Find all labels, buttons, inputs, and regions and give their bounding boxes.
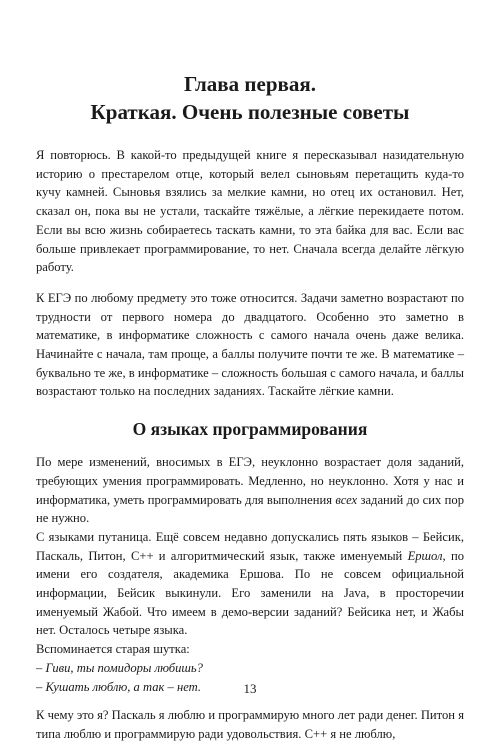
paragraph-stones-story: Я повторюсь. В какой-то предыдущей книге я пересказывал назидательную историю о престарелом отце, который велел сыновьям перетащить куда-то кучу камней. Сыновья взялись за мелкие камни, но отец их остановил. Нет, сказал он, пока вы не устали, таскайте тяжёлые, а лёгкие перекидаете потом. Если вы всю жизнь собираетесь таскать камни, то эта байка для вас. Если вас больше привлекает программирование, то нет. Сначала всегда делайте лёгкую работу. xyxy=(36,148,464,275)
paragraph-programming-share-part2: заданий до сих пор не нужно. xyxy=(36,492,464,526)
joke-line1: – Гиви, ты помидоры любишь? xyxy=(36,660,203,675)
paragraph-languages-part2: , по имени его создателя, академика Ершова. По не совсем официальной информации, Бейсик выкинули. Его заменили на Java, в просторечии именуемый Жабой. Что имеем в демо-версии заданий? Бейсика нет, и Жабы нет. Осталось четыре языка. xyxy=(36,548,464,638)
paragraph-language-preferences: К чему это я? Паскаль я люблю и программирую много лет ради денег. Питон я типа люблю и программирую ради удовольствия. С++ я не люблю, xyxy=(36,708,464,741)
chapter-title-line1: Глава первая. xyxy=(184,72,316,96)
joke-line2: – Кушать люблю, а так – нет. xyxy=(36,679,202,694)
paragraph-languages xyxy=(36,528,464,640)
paragraph-programming-share xyxy=(36,453,464,528)
paragraph-exam-difficulty: К ЕГЭ по любому предмету это тоже относится. Задачи заметно возрастают по трудности от первого номера до двадцатого. Особенно это заметно в математике, в информатике сложность с самого начала очень даже велика. Начинайте с начала, там проще, а баллы получите почти те же. В математике – буквально те же, в информатике – сложность большая с самого начала, и баллы возрастают только на последних заданиях. Таскайте лёгкие камни. xyxy=(36,290,464,399)
chapter-title-line2: Краткая. Очень полезные советы xyxy=(90,100,410,124)
chapter-title xyxy=(36,70,464,126)
paragraph-programming-share-part1: По мере изменений, вносимых в ЕГЭ, неуклонно возрастает доля заданий, требующих умения программировать. Медленно, но неуклонно. Хотя у нас и информатика, уметь программировать для выполнения xyxy=(36,455,464,507)
page-number: 13 xyxy=(243,681,257,696)
emphasis-all: всех xyxy=(335,492,358,507)
emphasis-ershol: Ершол xyxy=(407,548,443,563)
paragraph-languages-part1: С языками путаница. Ещё совсем недавно допускались пять языков – Бейсик, Паскаль, Питон, С++ и алгоритмический язык, также именуемый xyxy=(36,529,464,563)
section-title: О языках программирования xyxy=(132,419,368,440)
joke-intro: Вспоминается старая шутка: xyxy=(36,642,190,657)
